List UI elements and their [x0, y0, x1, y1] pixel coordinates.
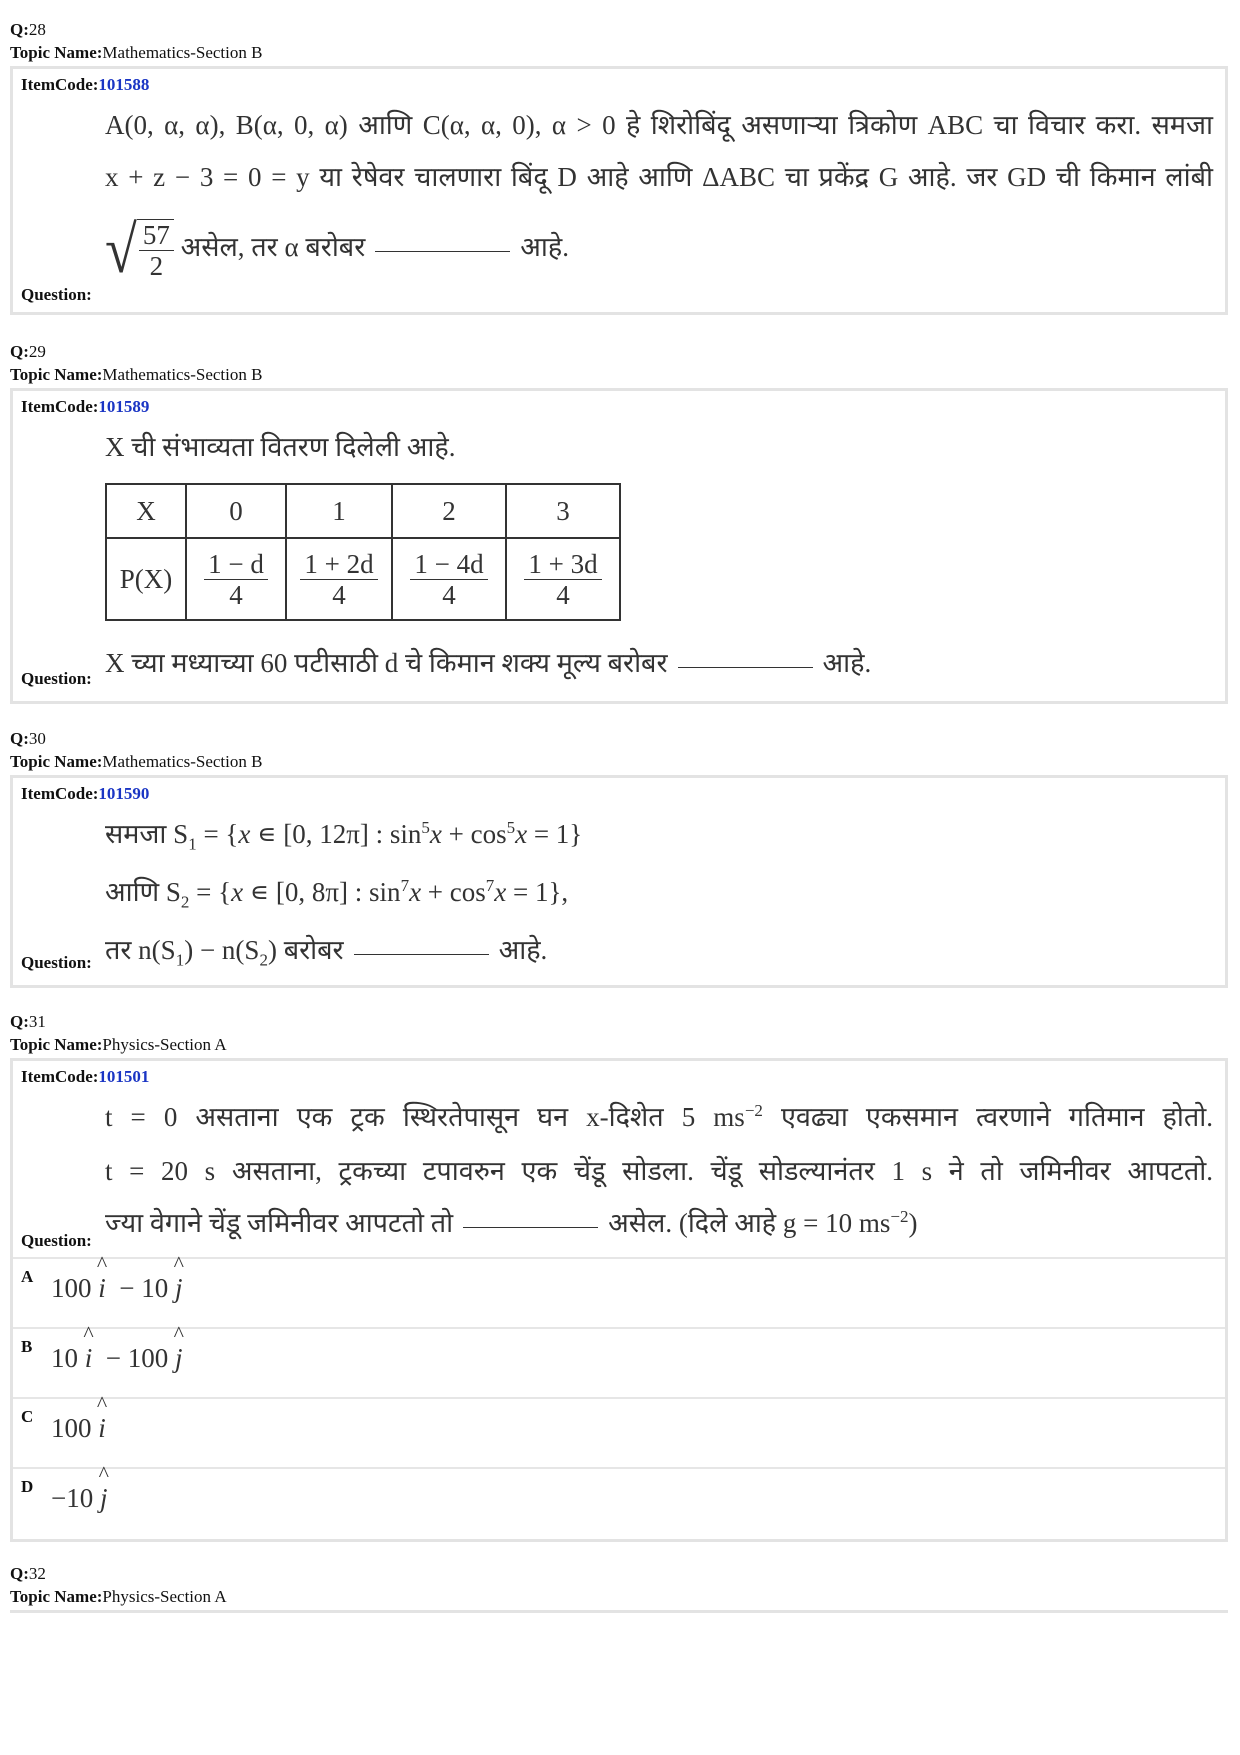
q-label: Q: [10, 20, 29, 39]
option-label: A [21, 1267, 34, 1286]
q31-header: Q:31 Topic Name:Physics-Section A [10, 1012, 227, 1054]
q28-box [10, 66, 1228, 315]
q28-line2: x + z − 3 = 0 = y या रेषेवर चालणारा बिंदू D आहे आणि ΔABC चा प्रकेंद्र G आहे. जर GD ची किमान लांबी [105, 162, 1213, 192]
q29-line1: X ची संभाव्यता वितरण दिलेली आहे. [105, 432, 456, 462]
table-cell: P(X) [106, 538, 186, 620]
q31-line1: t = 0 असताना एक ट्रक स्थिरतेपासून घन x-दिशेत 5 $ms^{-2}$ एवढ्या एकसमान त्वरणाने गतिमान होतो. [105, 1101, 1214, 1132]
option-b[interactable] [13, 1327, 1225, 1399]
question-label: Question: [21, 285, 92, 304]
question-label: Question: [21, 1231, 92, 1250]
q30-box [10, 775, 1228, 988]
itemcode-value: 101588 [98, 75, 150, 94]
q31-line2: t = 20 s असताना, ट्रकच्या टपावरुन एक चेंडू सोडला. चेंडू सोडल्यानंतर 1 s ने तो जमिनीवर आपटतो. [105, 1156, 1213, 1186]
q-number: 32 [28, 1564, 46, 1583]
answer-blank [678, 666, 813, 668]
answer-blank [463, 1226, 598, 1228]
table-cell: X [106, 484, 186, 538]
option-c[interactable] [13, 1397, 1225, 1469]
option-label: D [21, 1477, 34, 1496]
q-number: 29 [28, 342, 46, 361]
probability-table [105, 483, 621, 621]
itemcode: ItemCode:101588 [21, 75, 150, 94]
q28-line1: A(0, α, α), B(α, 0, α) आणि C(α, α, 0), α > 0 हे शिरोबिंदू असणाऱ्या त्रिकोण ABC चा विचार करा. समजा [105, 110, 1213, 140]
q30-line3: तर $n(S_1) - n(S_2)$ बरोबर आहे. [105, 935, 548, 970]
q31-box [10, 1058, 1228, 1542]
option-d[interactable] [13, 1467, 1225, 1541]
itemcode-value: 101590 [98, 784, 150, 803]
topic-name: Physics-Section A [102, 1587, 227, 1606]
q-number: 28 [28, 20, 46, 39]
question-label: Question: [21, 669, 92, 688]
topic-label: Topic Name: [10, 43, 103, 62]
table-cell: $\frac{1 + 3d}{4}$ [506, 538, 620, 620]
option-value: −10 ^ j [51, 1483, 108, 1514]
topic-name: Mathematics-Section B [102, 752, 263, 771]
sqrt-expression: √ $\frac{57}{2}$ [105, 219, 174, 281]
topic-name: Mathematics-Section B [102, 43, 263, 62]
option-a[interactable] [13, 1257, 1225, 1329]
topic-name: Physics-Section A [102, 1035, 227, 1054]
table-cell: 3 [506, 484, 620, 538]
option-value: 100 ^ i − 10 ^ j [51, 1273, 183, 1304]
table-cell: 0 [186, 484, 286, 538]
q30-line1: समजा $S_1 = \{x$ ∊ [0, 12π] : $\sin^5x + \cos^5x = 1$} [105, 818, 583, 854]
option-value: 10 ^ i − 100 ^ j [51, 1343, 183, 1374]
itemcode-value: 101589 [98, 397, 150, 416]
answer-blank [354, 953, 489, 955]
q28-line3: √ $\frac{57}{2}$ असेल, तर α बरोबर आहे. [105, 212, 569, 287]
q29-box [10, 388, 1228, 704]
q-number: 31 [28, 1012, 46, 1031]
itemcode: ItemCode:101501 [21, 1067, 150, 1086]
table-cell: 2 [392, 484, 506, 538]
answer-blank [375, 250, 510, 252]
q31-line3: ज्या वेगाने चेंडू जमिनीवर आपटतो तो असेल. (दिले आहे g = 10 $ms^{-2}$) [105, 1207, 918, 1238]
table-cell: 1 [286, 484, 392, 538]
q28-header [10, 18, 262, 64]
q30-line2: आणि $S_2 = \{x$ ∊ [0, 8π] : $\sin^7x + \cos^7x = 1$}, [105, 876, 569, 912]
itemcode: ItemCode:101589 [21, 397, 150, 416]
q32-header: Q:32 Topic Name:Physics-Section A [10, 1564, 227, 1606]
table-cell: $\frac{1 - 4d}{4}$ [392, 538, 506, 620]
q-number: 30 [28, 729, 46, 748]
option-label: B [21, 1337, 33, 1356]
topic-name: Mathematics-Section B [102, 365, 263, 384]
q29-header: Q:29 Topic Name:Mathematics-Section B [10, 342, 263, 384]
q32-box-top [10, 1610, 1228, 1613]
itemcode: ItemCode:101590 [21, 784, 150, 803]
question-label: Question: [21, 953, 92, 972]
itemcode-value: 101501 [98, 1067, 150, 1086]
table-cell: $\frac{1 - d}{4}$ [186, 538, 286, 620]
q30-header: Q:30 Topic Name:Mathematics-Section B [10, 729, 263, 771]
option-label: C [21, 1407, 34, 1426]
option-value: 100 ^ i [51, 1413, 106, 1444]
q29-line2: X च्या मध्याच्या 60 पटीसाठी d चे किमान शक्य मूल्य बरोबर आहे. [105, 648, 872, 678]
table-cell: $\frac{1 + 2d}{4}$ [286, 538, 392, 620]
